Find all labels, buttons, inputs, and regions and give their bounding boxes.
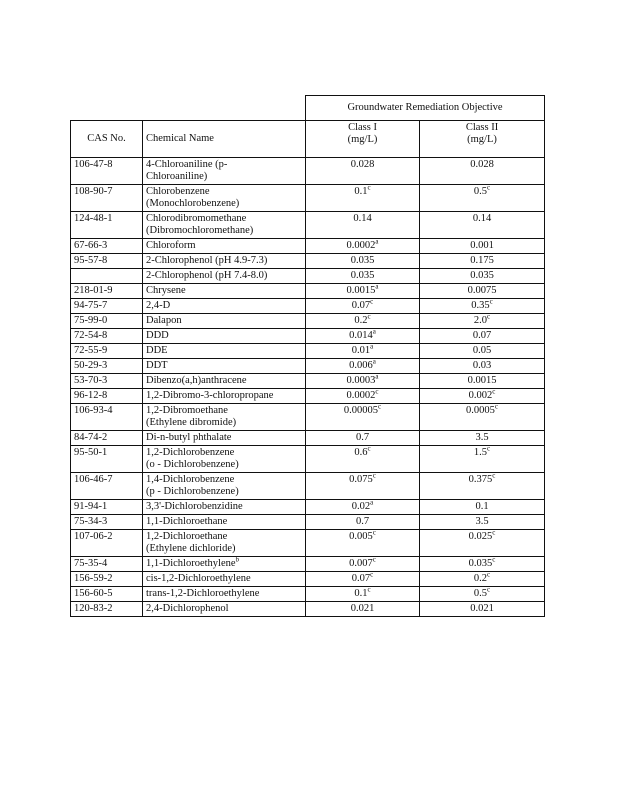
class2-value-cell [420,359,545,374]
cas-cell [71,284,143,299]
cas-cell [71,572,143,587]
chemical-cell [143,530,306,557]
footnote-marker: c [494,403,498,411]
cas-number: 95-50-1 [74,447,108,458]
footnote-marker: c [487,445,491,453]
class2-value-cell [420,446,545,473]
chemical-cell [143,212,306,239]
class1-header [306,121,420,158]
footnote-marker: c [372,472,376,480]
cas-number: 94-75-7 [74,300,108,311]
class1-value: 0.1 [354,588,368,599]
chemical-name: 1,1-Dichloroethane [146,516,228,527]
cas-cell [71,530,143,557]
class2-value-cell [420,404,545,431]
chemical-cell [143,587,306,602]
class2-value-cell [420,515,545,530]
class1-value-cell [306,389,420,404]
class2-value-cell [420,269,545,284]
class1-value-cell [306,446,420,473]
class2-value: 0.175 [470,255,494,266]
class2-value: 0.0005 [466,405,495,416]
cas-cell [71,557,143,572]
class1-value-cell [306,602,420,617]
cas-number: 75-35-4 [74,558,108,569]
class2-value: 0.028 [470,159,494,170]
class2-value: 0.025 [468,531,493,542]
footnote-marker: b [235,556,240,564]
cas-number: 96-12-8 [74,390,108,401]
class1-value: 0.14 [353,213,372,224]
table-row [71,269,545,284]
class2-unit: (mg/L) [467,134,497,145]
class1-value-cell [306,374,420,389]
class2-title: Class II [465,122,499,133]
cas-cell [71,602,143,617]
class2-value-cell [420,572,545,587]
class2-value-cell [420,299,545,314]
cas-cell [71,314,143,329]
table-row [71,587,545,602]
chemical-name: 1,2-Dibromo-3-chloropropane [146,390,274,401]
cas-number: 106-46-7 [74,474,113,485]
chemical-name: 1,2-Dichloroethane [146,531,228,542]
class2-value-cell [420,329,545,344]
class1-value-cell [306,254,420,269]
class1-value-cell [306,299,420,314]
class1-value: 0.028 [350,159,375,170]
cas-header: CAS No. [71,121,143,158]
chemical-name: 1,4-Dichlorobenzene [146,474,235,485]
class1-title: Class I [348,122,377,133]
cas-number: 108-90-7 [74,186,113,197]
cas-number: 124-48-1 [74,213,113,224]
class1-value: 0.021 [350,603,375,614]
table-row [71,515,545,530]
chemical-name-line2: (o - Dichlorobenzene) [146,459,239,470]
cas-number: 120-83-2 [74,603,113,614]
footnote-marker: c [492,472,496,480]
class1-value: 0.075 [349,474,373,485]
class2-value: 0.0015 [467,375,497,386]
chemical-cell [143,329,306,344]
chemical-name: cis-1,2-Dichloroethylene [146,573,251,584]
class2-value: 0.1 [475,501,489,512]
table-row [71,329,545,344]
footnote-marker: c [372,556,376,564]
footnote-marker: c [378,403,382,411]
class1-value-cell [306,404,420,431]
cas-cell [71,374,143,389]
class1-value-cell [306,314,420,329]
class1-value: 0.006 [349,360,373,371]
table-row [71,359,545,374]
chemical-cell [143,446,306,473]
class2-value: 0.2 [473,573,487,584]
class1-value-cell [306,239,420,254]
class2-value: 0.03 [472,360,492,371]
class1-value-cell [306,158,420,185]
class2-value-cell [420,158,545,185]
footnote-marker: c [370,298,374,306]
class2-value-cell [420,602,545,617]
footnote-marker: c [372,529,376,537]
class2-value: 0.035 [470,270,494,281]
chemical-header: Chemical Name [143,121,306,158]
table-row [71,446,545,473]
class1-value: 0.0003 [346,375,376,386]
chemical-cell [143,269,306,284]
chemical-cell [143,500,306,515]
class1-value-cell [306,431,420,446]
footnote-marker: c [489,298,493,306]
class1-value: 0.014 [349,330,373,341]
class1-value-cell [306,473,420,500]
footnote-marker: c [370,571,374,579]
chemical-name-line2: (Dibromochloromethane) [146,225,254,236]
cas-cell [71,431,143,446]
chemical-name: Chlorodibromomethane [146,213,247,224]
class1-value: 0.00005 [343,405,378,416]
cas-number: 156-59-2 [74,573,113,584]
class2-value-cell [420,314,545,329]
chemical-cell [143,473,306,500]
cas-number: 72-55-9 [74,345,108,356]
class2-value-cell [420,254,545,269]
class1-value: 0.035 [350,255,375,266]
class1-value: 0.1 [354,186,368,197]
class2-value-cell [420,284,545,299]
cas-number: 218-01-9 [74,285,113,296]
cas-cell [71,500,143,515]
class1-value-cell [306,284,420,299]
table-row [71,530,545,557]
chemical-name: 3,3'-Dichlorobenzidine [146,501,243,512]
chemical-name-line2: (Ethylene dibromide) [146,417,237,428]
cas-cell [71,404,143,431]
cas-cell [71,299,143,314]
footnote-marker: c [487,571,491,579]
class1-value: 0.02 [351,501,371,512]
class1-unit: (mg/L) [347,134,378,145]
class1-value: 0.01 [351,345,371,356]
chemical-cell [143,314,306,329]
class2-value-cell [420,344,545,359]
class1-value-cell [306,185,420,212]
footnote-marker: c [492,556,496,564]
chemical-name-line2: (Ethylene dichloride) [146,543,236,554]
cas-cell [71,269,143,284]
footnote-marker: c [487,586,491,594]
class2-value: 0.002 [468,390,493,401]
table-row [71,389,545,404]
class2-value-cell [420,530,545,557]
chemical-name: 2-Chlorophenol (pH 7.4-8.0) [146,270,268,281]
cas-number: 75-99-0 [74,315,108,326]
table-row [71,185,545,212]
chemical-name: 1,1-Dichloroethylene [146,558,236,569]
chemical-cell [143,602,306,617]
chemical-name: Dalapon [146,315,182,326]
footnote-marker: c [367,313,371,321]
chemical-name: DDD [146,330,169,341]
footnote-marker: a [372,328,376,336]
class1-value: 0.035 [350,270,375,281]
class1-value: 0.0002 [346,390,376,401]
footnote-marker: c [487,313,491,321]
class2-value: 0.0075 [467,285,497,296]
chemical-name: DDT [146,360,168,371]
chemical-cell [143,344,306,359]
chemical-name: Chrysene [146,285,186,296]
chemical-cell [143,299,306,314]
chemical-cell [143,185,306,212]
cas-number: 156-60-5 [74,588,113,599]
class2-value: 0.5 [473,186,487,197]
class1-value-cell [306,515,420,530]
remediation-objectives-table [70,95,545,617]
cas-cell [71,239,143,254]
footnote-marker: a [375,283,379,291]
table-row [71,557,545,572]
cas-cell [71,185,143,212]
chemical-cell [143,158,306,185]
class1-value: 0.0015 [346,285,376,296]
class2-value-cell [420,557,545,572]
table-row [71,299,545,314]
class1-value: 0.0002 [346,240,376,251]
chemical-cell [143,239,306,254]
class2-value: 0.001 [470,240,494,251]
table-row [71,239,545,254]
chemical-name: trans-1,2-Dichloroethylene [146,588,260,599]
footnote-marker: c [492,529,496,537]
cas-cell [71,389,143,404]
footnote-marker: a [370,343,374,351]
chemical-name-line2: (Monochlorobenzene) [146,198,240,209]
class2-value-cell [420,239,545,254]
class2-value-cell [420,500,545,515]
cas-cell [71,344,143,359]
footnote-marker: c [367,184,371,192]
chemical-name: 4-Chloroaniline (p- [146,159,228,170]
class2-value-cell [420,431,545,446]
chemical-cell [143,374,306,389]
class2-value-cell [420,587,545,602]
class2-value: 0.5 [473,588,487,599]
cas-number: 67-66-3 [74,240,108,251]
chemical-name: Chloroform [146,240,196,251]
cas-number: 72-54-8 [74,330,108,341]
class2-value-cell [420,212,545,239]
class1-value-cell [306,269,420,284]
chemical-cell [143,557,306,572]
cas-number: 106-93-4 [74,405,113,416]
chemical-name: DDE [146,345,168,356]
class2-value: 0.14 [472,213,492,224]
footnote-marker: c [367,445,371,453]
class2-value: 0.35 [471,300,490,311]
cas-number: 50-29-3 [74,360,108,371]
class1-value: 0.7 [355,516,370,527]
cas-cell [71,158,143,185]
class2-value: 0.035 [468,558,493,569]
cas-cell [71,473,143,500]
chemical-cell [143,404,306,431]
class1-value: 0.7 [355,432,370,443]
chemical-name: Di-n-butyl phthalate [146,432,232,443]
cas-cell [71,359,143,374]
chemical-cell [143,389,306,404]
class2-value: 0.05 [472,345,492,356]
chemical-cell [143,284,306,299]
table-row [71,572,545,587]
class2-value: 0.021 [470,603,494,614]
cas-cell [71,587,143,602]
cas-number: 107-06-2 [74,531,113,542]
class1-value-cell [306,329,420,344]
footnote-marker: a [375,373,379,381]
cas-number: 53-70-3 [74,375,108,386]
class2-value: 3.5 [475,516,489,527]
cas-cell [71,515,143,530]
chemical-name-line2: Chloroaniline) [146,171,208,182]
class2-header [420,121,545,158]
footnote-marker: c [487,184,491,192]
table-row [71,284,545,299]
table-row [71,473,545,500]
footnote-marker: a [372,358,376,366]
chemical-name: Chlorobenzene [146,186,210,197]
blank-corner [71,96,306,121]
super-header-row [71,96,545,121]
chemical-name: Dibenzo(a,h)anthracene [146,375,247,386]
chemical-cell [143,515,306,530]
class2-value-cell [420,473,545,500]
class1-value-cell [306,587,420,602]
table-row [71,254,545,269]
class1-value: 0.07 [351,573,371,584]
footnote-marker: a [375,238,379,246]
table-row [71,374,545,389]
class1-value: 0.07 [351,300,371,311]
class2-value-cell [420,389,545,404]
cas-number: 106-47-8 [74,159,113,170]
column-header-row [71,121,545,158]
table-row [71,500,545,515]
class2-value: 0.07 [472,330,492,341]
chemical-name: 2,4-D [146,300,171,311]
cas-number: 84-74-2 [74,432,108,443]
chemical-cell [143,359,306,374]
class2-value: 3.5 [475,432,489,443]
chemical-name-line2: (p - Dichlorobenzene) [146,486,239,497]
class1-value: 0.007 [349,558,373,569]
cas-cell [71,212,143,239]
class1-value-cell [306,572,420,587]
class1-value-cell [306,500,420,515]
class1-value: 0.005 [349,531,373,542]
chemical-name: 2,4-Dichlorophenol [146,603,229,614]
cas-cell [71,254,143,269]
cas-number: 95-57-8 [74,255,108,266]
class2-value-cell [420,185,545,212]
chemical-name: 2-Chlorophenol (pH 4.9-7.3) [146,255,268,266]
class2-value: 2.0 [473,315,487,326]
footnote-marker: c [375,388,379,396]
class1-value-cell [306,530,420,557]
class2-value-cell [420,374,545,389]
table-row [71,158,545,185]
cas-cell [71,329,143,344]
chemical-cell [143,572,306,587]
chemical-name: 1,2-Dibromoethane [146,405,228,416]
class1-value: 0.6 [354,447,368,458]
class2-value: 0.375 [468,474,493,485]
table-row [71,344,545,359]
class1-value-cell [306,359,420,374]
class1-value-cell [306,212,420,239]
chemical-cell [143,254,306,269]
objective-header: Groundwater Remediation Objective [306,96,545,121]
table-row [71,602,545,617]
table-row [71,212,545,239]
chemical-cell [143,431,306,446]
cas-number: 75-34-3 [74,516,108,527]
footnote-marker: c [492,388,496,396]
footnote-marker: c [367,586,371,594]
class2-value: 1.5 [473,447,487,458]
table-row [71,431,545,446]
table-row [71,314,545,329]
class1-value: 0.2 [354,315,368,326]
table-row [71,404,545,431]
cas-cell [71,446,143,473]
cas-number: 91-94-1 [74,501,108,512]
class1-value-cell [306,344,420,359]
class1-value-cell [306,557,420,572]
footnote-marker: a [370,499,374,507]
chemical-name: 1,2-Dichlorobenzene [146,447,235,458]
